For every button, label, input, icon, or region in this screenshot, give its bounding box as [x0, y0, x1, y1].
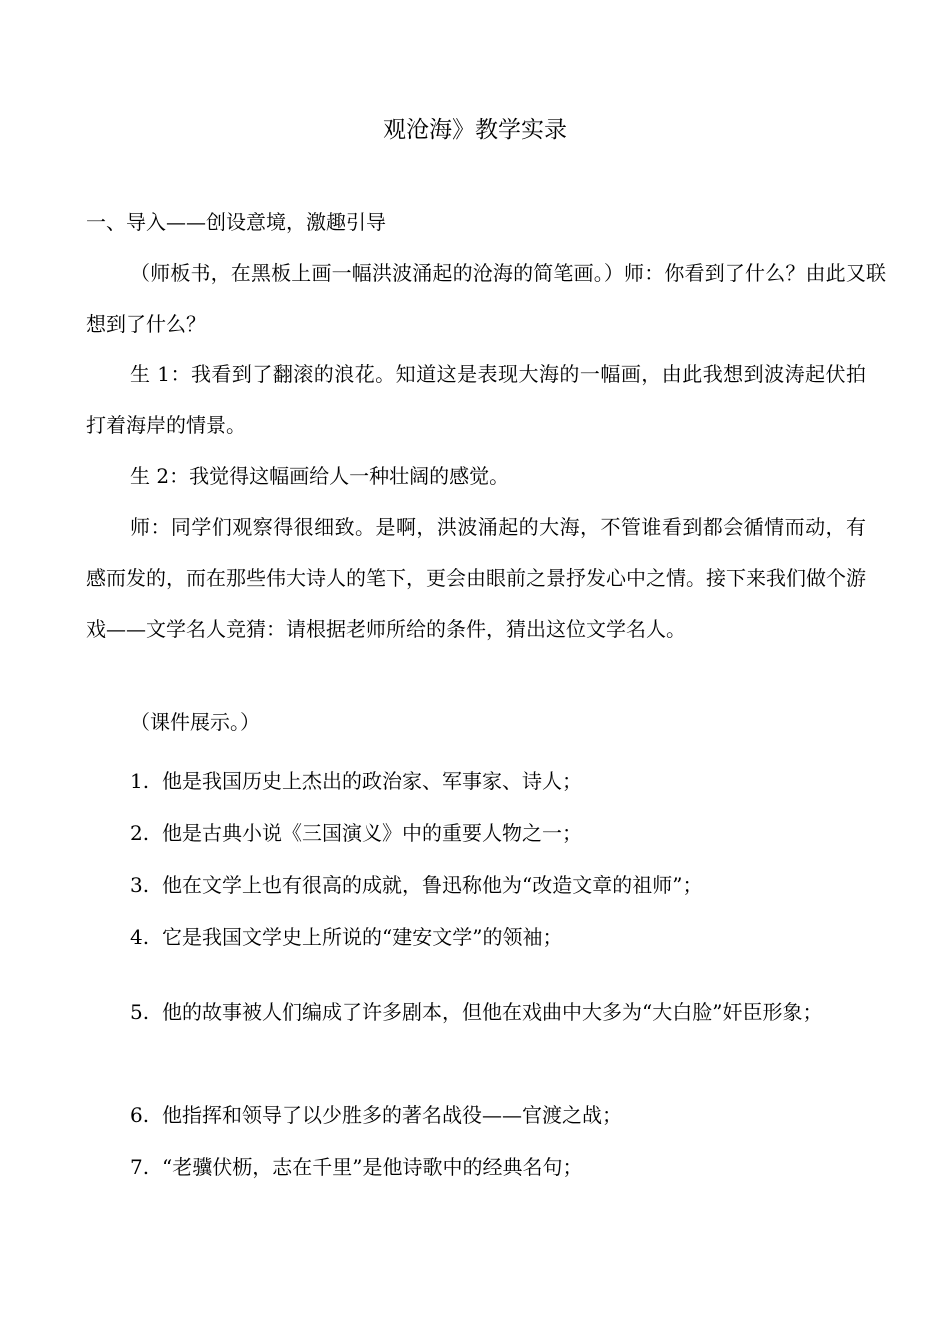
paragraph-student-1: 生 1：我看到了翻滚的浪花。知道这是表现大海的一幅画，由此我想到波涛起伏拍打着海岸的情景。	[86, 362, 866, 437]
clue-text: “老骥伏枥，志在千里”是他诗歌中的经典名句；	[162, 1155, 583, 1179]
clue-text: 他的故事被人们编成了许多剧本，但他在戏曲中大多为“大白脸”奸臣形象；	[162, 1000, 823, 1024]
clue-number: 7.	[130, 1155, 150, 1179]
clue-text: 它是我国文学史上所说的“建安文学”的领袖；	[162, 925, 563, 949]
clue-number: 6.	[130, 1103, 150, 1127]
clue-item	[130, 922, 562, 952]
clue-text: 他在文学上也有很高的成就，鲁迅称他为“改造文章的祖师”；	[162, 873, 703, 897]
clue-number: 5.	[130, 1000, 150, 1024]
paragraph-teacher: 师：同学们观察得很细致。是啊，洪波涌起的大海，不管谁看到都会循情而动，有感而发的，而在那些伟大诗人的笔下，更会由眼前之景抒发心中之情。接下来我们做个游戏——文学名人竞猜：请根据老师所给的条件，猜出这位文学名人。	[86, 515, 866, 641]
clue-item	[130, 1100, 622, 1130]
paragraph-student-2: 生 2：我觉得这幅画给人一种壮阔的感觉。	[130, 464, 510, 488]
document-title: 观沧海》教学实录	[383, 117, 567, 143]
section-heading: 一、导入——创设意境，激趣引导	[86, 210, 386, 234]
clue-text: 他是我国历史上杰出的政治家、军事家、诗人；	[162, 769, 582, 793]
clue-number: 2.	[130, 821, 150, 845]
clue-text: 他指挥和领导了以少胜多的著名战役——官渡之战；	[162, 1103, 622, 1127]
clue-number: 3.	[130, 873, 150, 897]
clue-item	[130, 870, 702, 900]
clue-number: 4.	[130, 925, 150, 949]
paragraph-courseware: （课件展示。）	[130, 710, 260, 734]
clue-item	[130, 766, 582, 796]
clue-item	[86, 987, 866, 1038]
clue-item	[130, 818, 582, 848]
clue-number: 1.	[130, 769, 150, 793]
clue-item	[130, 1152, 582, 1182]
clue-text: 他是古典小说《三国演义》中的重要人物之一；	[162, 821, 582, 845]
paragraph-intro: （师板书，在黑板上画一幅洪波涌起的沧海的简笔画。）师：你看到了什么？由此又联想到了什么？	[86, 261, 886, 336]
